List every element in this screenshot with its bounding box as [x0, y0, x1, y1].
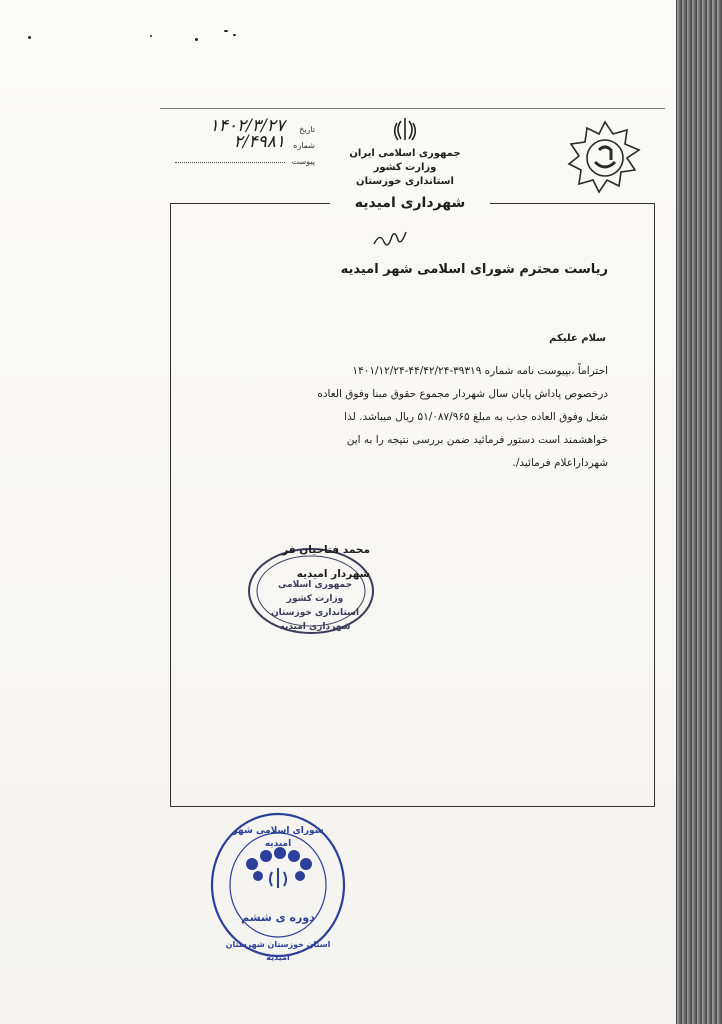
country-name: جمهوری اسلامی ایران: [349, 148, 461, 159]
letterhead: [325, 115, 485, 189]
iran-emblem-icon: [392, 115, 418, 145]
header-rule: [160, 108, 665, 109]
signature-block: [210, 538, 370, 586]
body-line-4: خواهشمند است دستور فرمائید ضمن بررسی نتیجه را به این: [346, 434, 608, 446]
signer-title: شهردار امیدیه: [296, 568, 370, 580]
date-value: ۱۴۰۲/۳/۲۷: [209, 116, 285, 136]
date-label: تاریخ: [299, 125, 315, 134]
letter-body: [240, 360, 608, 475]
number-value: ۲/۴۹۸۱: [233, 132, 285, 152]
signer-name: محمد فتاحیان فر: [282, 544, 370, 556]
council-stamp-middle: دوره ی ششم: [241, 911, 315, 924]
number-row: [160, 132, 315, 154]
council-stamp-bottom: استان خوزستان شهرستان امیدیه: [225, 940, 331, 962]
handwritten-mark-icon: [370, 228, 410, 250]
letter-meta: [160, 116, 315, 170]
letter-frame: [170, 203, 655, 807]
council-stamp-top: شورای اسلامی شهر امیدیه: [232, 826, 324, 849]
oval-stamp-line-2: وزارت کشور: [286, 594, 344, 604]
attachment-row: [160, 154, 315, 170]
oval-stamp-line-3: استانداری خوزستان: [270, 608, 360, 618]
municipality-logo-icon: [563, 118, 647, 202]
council-stamp-text: [222, 823, 334, 964]
oval-stamp-line-4: شهرداری امیدیه: [279, 622, 351, 632]
greeting: سلام علیکم: [549, 333, 606, 344]
recipient-line: ریاست محترم شورای اسلامی شهر امیدیه: [340, 262, 608, 277]
body-line-3: شغل وفوق العاده جذب به مبلغ ۵۱/۰۸۷/۹۶۵ ریال میباشد. لذا: [344, 411, 608, 423]
governorate-name: استانداری خوزستان: [356, 176, 454, 187]
ministry-name: وزارت کشور: [373, 162, 437, 173]
number-label: شماره: [293, 141, 315, 150]
attachment-label: پیوست: [291, 157, 315, 166]
oval-stamp-line-1: جمهوری اسلامی: [277, 580, 353, 590]
body-line-1: احتراماً ،بپیوست نامه شماره ۳۹۳۱۹-۴۴/۴۲/۲۴-۱۴۰۱/۱۲/۲۴: [352, 365, 608, 377]
body-line-5: شهرداراعلام فرمائید/.: [512, 457, 608, 469]
scan-edge-strip: [676, 0, 722, 1024]
attachment-dotted-line: [175, 162, 285, 163]
oval-stamp-text: [260, 578, 370, 634]
body-line-2: درخصوص پاداش پایان سال شهردار مجموع حقوق مبنا وفوق العاده: [317, 388, 608, 400]
municipality-title: شهرداری امیدیه: [330, 192, 490, 214]
